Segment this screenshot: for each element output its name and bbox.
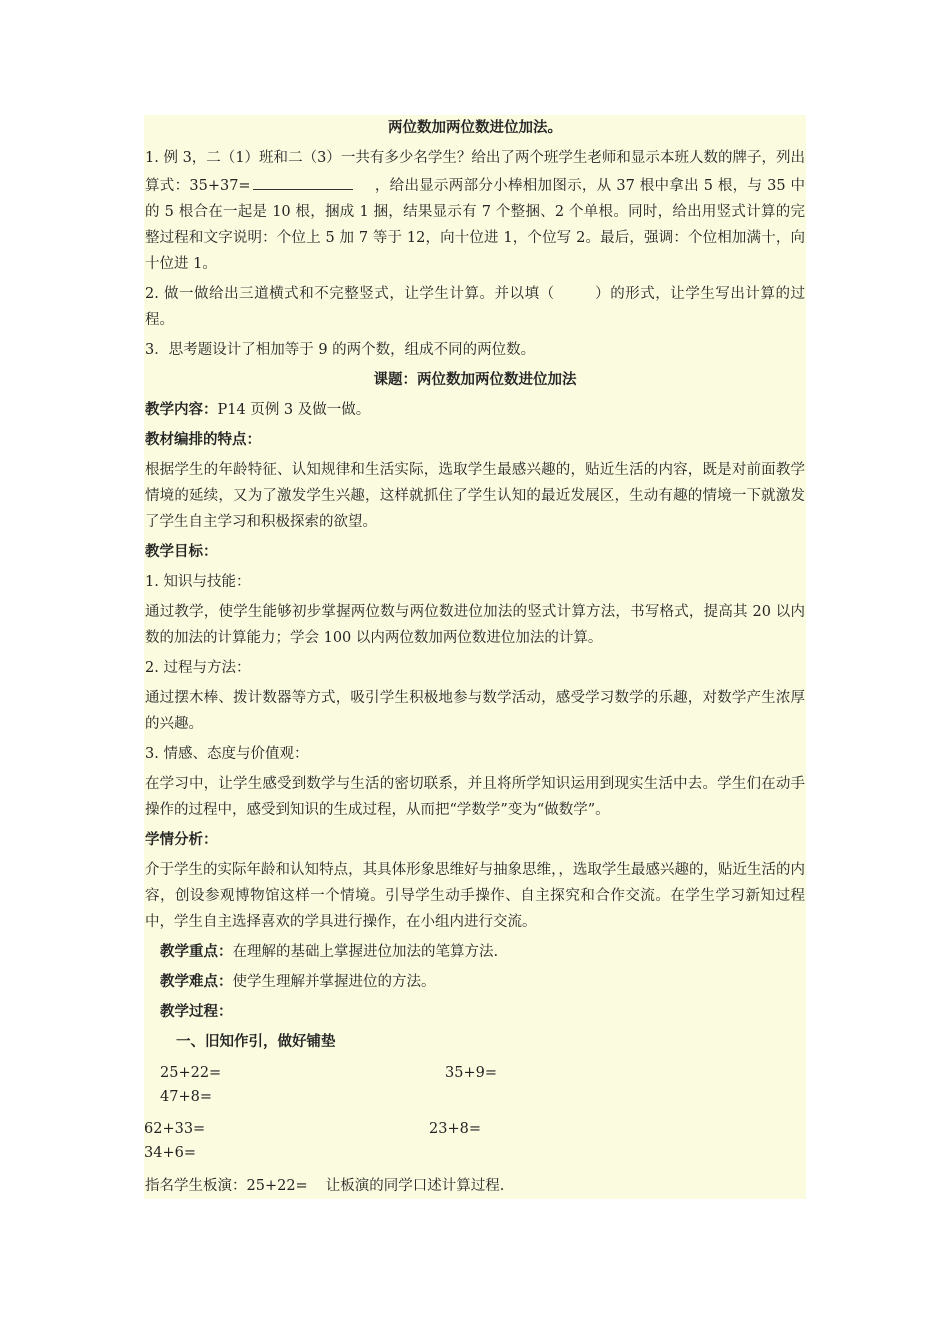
goal-2-text: 通过摆木棒、拨计数器等方式，吸引学生积极地参与数学活动，感受学习数学的乐趣，对数学产生浓厚的兴趣。 bbox=[145, 690, 805, 732]
answer-blank bbox=[253, 171, 353, 190]
paragraph-3: 3．思考题设计了相加等于 9 的两个数，组成不同的两位数。 bbox=[145, 342, 536, 358]
equation: 62+33= bbox=[144, 1121, 206, 1137]
goal-2-title: 2. 过程与方法： bbox=[145, 660, 251, 676]
equation: 25+22= bbox=[160, 1065, 222, 1081]
document-body bbox=[144, 115, 806, 1199]
difficulty-text: 使学生理解并掌握进位的方法。 bbox=[232, 974, 436, 990]
goal-1-title: 1. 知识与技能： bbox=[145, 574, 251, 590]
key-point-label: 教学重点： bbox=[160, 944, 233, 960]
difficulty bbox=[144, 969, 806, 995]
lesson-title: 课题：两位数加两位数进位加法 bbox=[373, 372, 577, 388]
key-point bbox=[144, 939, 806, 965]
process-label: 教学过程： bbox=[160, 1004, 233, 1020]
paragraph-1-part-b: ，给出显示两部分小棒相加图示，从 37 根中拿出 5 根，与 35 中的 5 根合在一起是 10 根，捆成 1 捆，结果显示有 7 个整捆、2 个单根。同时，给出用竖式计算的完整过程和文字说明：个位上 5 加 7 等于 12，向十位进 1，个位写 2。最后，强调：个位相加满十，向十位进 1。 bbox=[145, 178, 806, 272]
equation-row-3 bbox=[144, 1117, 806, 1141]
equation-row-1 bbox=[144, 1061, 806, 1085]
goal-1-text: 通过教学，使学生能够初步掌握两位数与两位数进位加法的竖式计算方法，书写格式，提高其 20 以内数的加法的计算能力；学会 100 以内两位数加两位数进位加法的计算。 bbox=[145, 604, 805, 646]
paragraph-2-part-b: ）的形式，让学生写出计算的过程。 bbox=[145, 286, 805, 328]
equation: 47+8= bbox=[160, 1089, 212, 1105]
key-point-text: 在理解的基础上掌握进位加法的笔算方法. bbox=[232, 944, 499, 960]
paragraph-2 bbox=[144, 281, 806, 333]
equation-row-2 bbox=[144, 1085, 806, 1109]
paragraph-1 bbox=[144, 145, 806, 277]
board-demo-line bbox=[144, 1173, 806, 1199]
analysis-text: 介于学生的实际年龄和认知特点，其具体形象思维好与抽象思维，，选取学生最感兴趣的，贴近生活的内容，创设参观博物馆这样一个情境。引导学生动手操作、自主探究和合作交流。在学生学习新知过程中，学生自主选择喜欢的学具进行操作，在小组内进行交流。 bbox=[145, 862, 805, 930]
equation: 35+9= bbox=[445, 1065, 497, 1081]
teaching-content bbox=[144, 397, 806, 423]
section-title-1: 两位数加两位数进位加法。 bbox=[388, 120, 562, 136]
goals-label: 教学目标： bbox=[145, 544, 218, 560]
features-label: 教材编排的特点： bbox=[145, 432, 261, 448]
features-text: 根据学生的年龄特征、认知规律和生活实际，选取学生最感兴趣的，贴近生活的内容，既是对前面教学情境的延续，又为了激发学生兴趣，这样就抓住了学生认知的最近发展区，生动有趣的情境一下就激发了学生自主学习和积极探索的欲望。 bbox=[145, 462, 805, 530]
analysis-label: 学情分析： bbox=[145, 832, 218, 848]
paragraph-1-part-a: 1. 例 3，二（1）班和二（3）一共有多少名学生？给出了两个班学生老师和显示本班人数的牌子，列出算式：35+37= bbox=[145, 150, 805, 194]
difficulty-label: 教学难点： bbox=[160, 974, 233, 990]
goal-3-text: 在学习中，让学生感受到数学与生活的密切联系，并且将所学知识运用到现实生活中去。学生们在动手操作的过程中，感受到知识的生成过程，从而把“学数学”变为“做数学”。 bbox=[145, 776, 805, 818]
equation: 34+6= bbox=[144, 1145, 196, 1161]
paragraph-2-part-a: 2. 做一做给出三道横式和不完整竖式，让学生计算。并以填（ bbox=[145, 286, 555, 302]
goal-3-title: 3. 情感、态度与价值观： bbox=[145, 746, 309, 762]
board-demo-text: 指名学生板演：25+22= bbox=[145, 1178, 308, 1194]
teaching-content-label: 教学内容： bbox=[145, 402, 218, 418]
equation-row-4 bbox=[144, 1141, 806, 1165]
section-1-heading: 一、旧知作引，做好铺垫 bbox=[176, 1034, 336, 1050]
equation: 23+8= bbox=[429, 1121, 481, 1137]
teaching-content-text: P14 页例 3 及做一做。 bbox=[217, 402, 371, 418]
board-demo-instruction: 让板演的同学口述计算过程. bbox=[325, 1178, 505, 1194]
